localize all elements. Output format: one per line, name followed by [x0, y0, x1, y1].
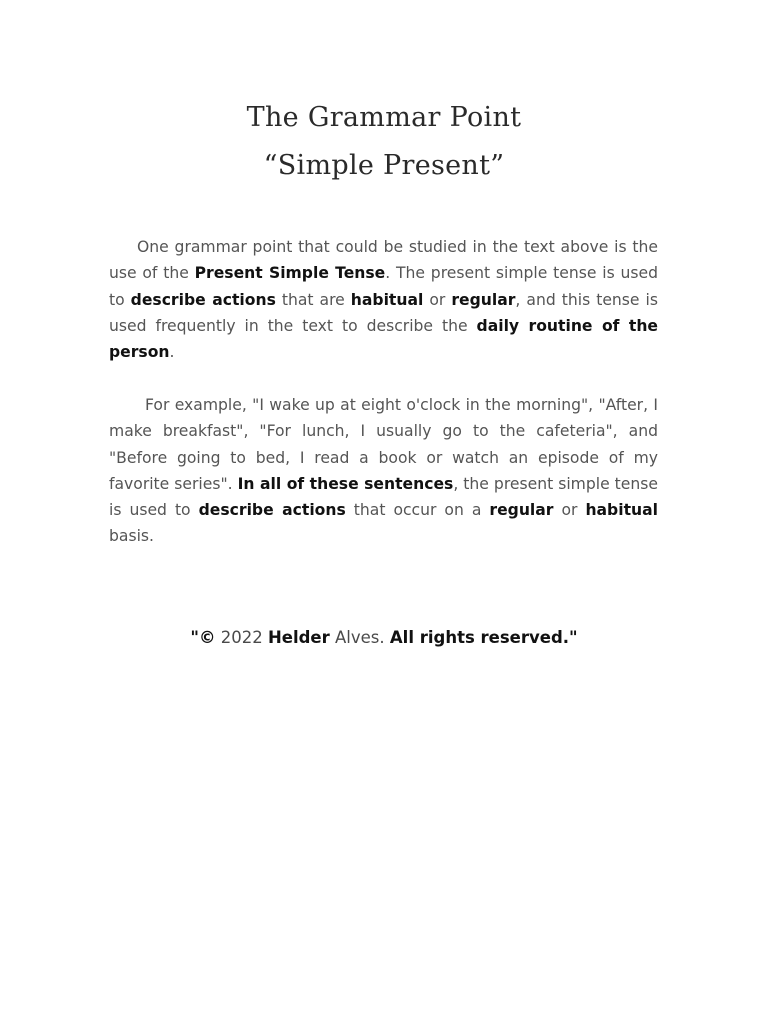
text-run: or [423, 290, 452, 309]
bold-term-describe-actions: describe actions [198, 501, 346, 520]
author-last-name: Alves. [329, 628, 390, 647]
text-run: , and this tense is used frequently in the text to describe the [109, 290, 658, 335]
page-title: The Grammar Point [246, 102, 522, 133]
rights-reserved: All rights reserved." [389, 628, 578, 647]
bold-term-in-all-sentences: In all of these sentences [237, 474, 454, 493]
text-run: that occur on a [345, 501, 490, 520]
text-run: or [553, 501, 586, 520]
bold-term-habitual: habitual [350, 290, 424, 309]
copyright-symbol: "© [190, 628, 216, 647]
text-run: , the present simple tense is used to [109, 474, 658, 520]
bold-term-regular: regular [489, 501, 554, 520]
text-run: that are [275, 290, 351, 309]
text-run: One grammar point that could be studied in the text above is the use of the [109, 238, 658, 283]
text-run: . The present simple tense is used to [109, 264, 658, 309]
copyright-notice [0, 628, 768, 647]
bold-term-regular: regular [451, 290, 516, 309]
text-run: basis. [109, 527, 154, 546]
page-subtitle: “Simple Present” [263, 150, 505, 181]
text-run: For example, "I wake up at eight o'clock in the morning", "After, I make breakfast", "For lunch, I usually go to the cafeteria", and "Before going to bed, I read a book or watch an episode of my favorite series". [109, 396, 658, 493]
bold-term-present-simple-tense: Present Simple Tense [194, 264, 386, 283]
bold-term-daily-routine: daily routine of the person [109, 316, 659, 362]
paragraph-examples [109, 392, 658, 550]
author-first-name: Helder [267, 628, 330, 647]
paragraph-intro [109, 234, 658, 365]
bold-term-describe-actions: describe actions [130, 290, 276, 309]
bold-term-habitual: habitual [585, 501, 658, 520]
text-run: . [169, 343, 175, 362]
copyright-year: 2022 [215, 628, 268, 647]
